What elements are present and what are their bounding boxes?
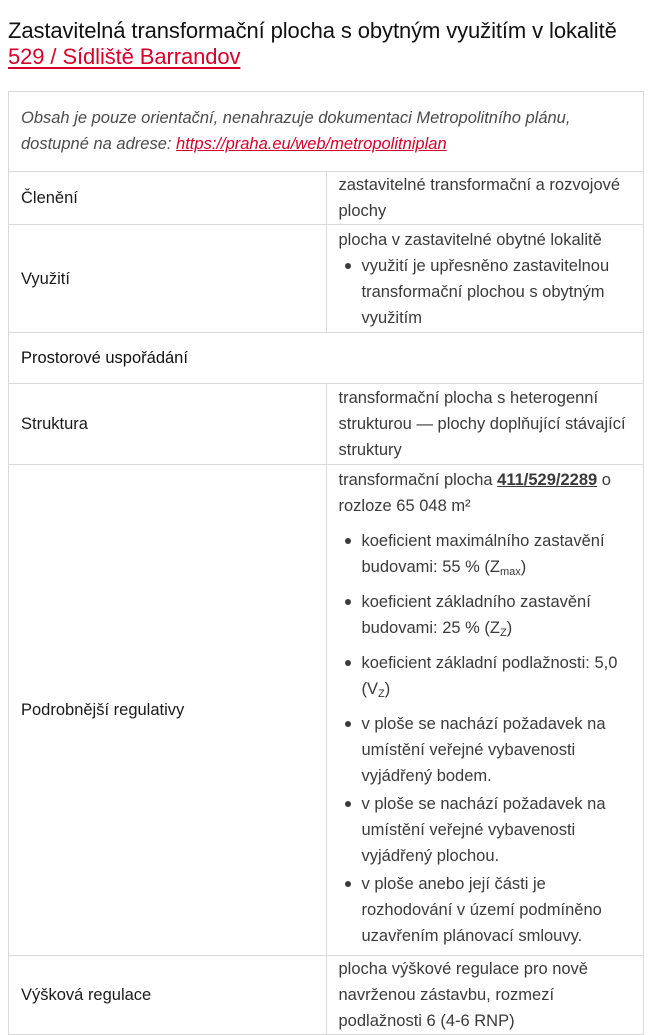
list-item: v ploše anebo její části je rozhodování v území podmíněno uzavřením plánovací smlouvy. xyxy=(339,871,632,949)
regulativy-list xyxy=(339,528,632,949)
list-item: v ploše se nachází požadavek na umístění veřejné vybavenosti vyjádřený plochou. xyxy=(339,791,632,869)
row-label-regulativy: Podrobnější regulativy xyxy=(9,465,327,956)
row-value-regulativy xyxy=(326,465,644,956)
vyuziti-list xyxy=(339,253,632,331)
list-item: koeficient základního zastavění budovami: 25 % $(Z_Z)$ xyxy=(339,589,632,641)
disclaimer-text: Obsah je pouze orientační, nenahrazuje dokumentaci Metropolitního plánu, dostupné na adrese: xyxy=(21,108,571,153)
list-item: koeficient maximálního zastavění budovami: 55 % $(Z_{max})$ xyxy=(339,528,632,580)
row-value-vyskova: plocha výškové regulace pro nově navrženou zástavbu, rozmezí podlažnosti 6 (4-6 RNP) xyxy=(326,956,644,1035)
table-row xyxy=(9,465,644,956)
page-title xyxy=(8,18,648,70)
row-value-cleneni: zastavitelné transformační a rozvojové plochy xyxy=(326,172,644,225)
intro-text: transformační plocha xyxy=(338,471,493,489)
table-row xyxy=(9,384,644,465)
list-item: koeficient základní podlažnosti: 5,0 $(V_Z)$ xyxy=(339,650,632,702)
table-row xyxy=(9,956,644,1035)
page-title-text: Zastavitelná transformační plocha s obytným využitím v lokalitě xyxy=(8,18,617,43)
table-row xyxy=(9,225,644,333)
intro-area: o rozloze 65 048 m² xyxy=(338,471,611,515)
row-label-vyskova: Výšková regulace xyxy=(9,956,327,1035)
row-label-cleneni: Členění xyxy=(9,172,327,225)
table-row xyxy=(9,172,644,225)
list-item: využití je upřesněno zastavitelnou transformační plochou s obytným využitím xyxy=(339,253,632,331)
row-value-struktura: transformační plocha s heterogenní strukturou — plochy doplňující stávající struktury xyxy=(326,384,644,465)
disclaimer-note xyxy=(9,92,644,172)
section-heading: Prostorové uspořádání xyxy=(9,333,644,384)
section-row xyxy=(9,333,644,384)
plot-reference-link[interactable]: 411/529/2289 xyxy=(497,471,598,489)
regulation-table xyxy=(8,91,644,1035)
vyuziti-text: plocha v zastavitelné obytné lokalitě xyxy=(338,230,602,249)
row-label-struktura: Struktura xyxy=(9,384,327,465)
row-label-vyuziti: Využití xyxy=(9,225,327,333)
metropolitan-plan-link[interactable]: https://praha.eu/web/metropolitniplan xyxy=(176,134,447,153)
regulativy-intro xyxy=(339,467,632,519)
list-item: v ploše se nachází požadavek na umístění veřejné vybavenosti vyjádřený bodem. xyxy=(339,711,632,789)
note-row xyxy=(9,92,644,172)
locality-link[interactable]: 529 / Sídliště Barrandov xyxy=(8,44,241,69)
row-value-vyuziti xyxy=(326,225,644,333)
